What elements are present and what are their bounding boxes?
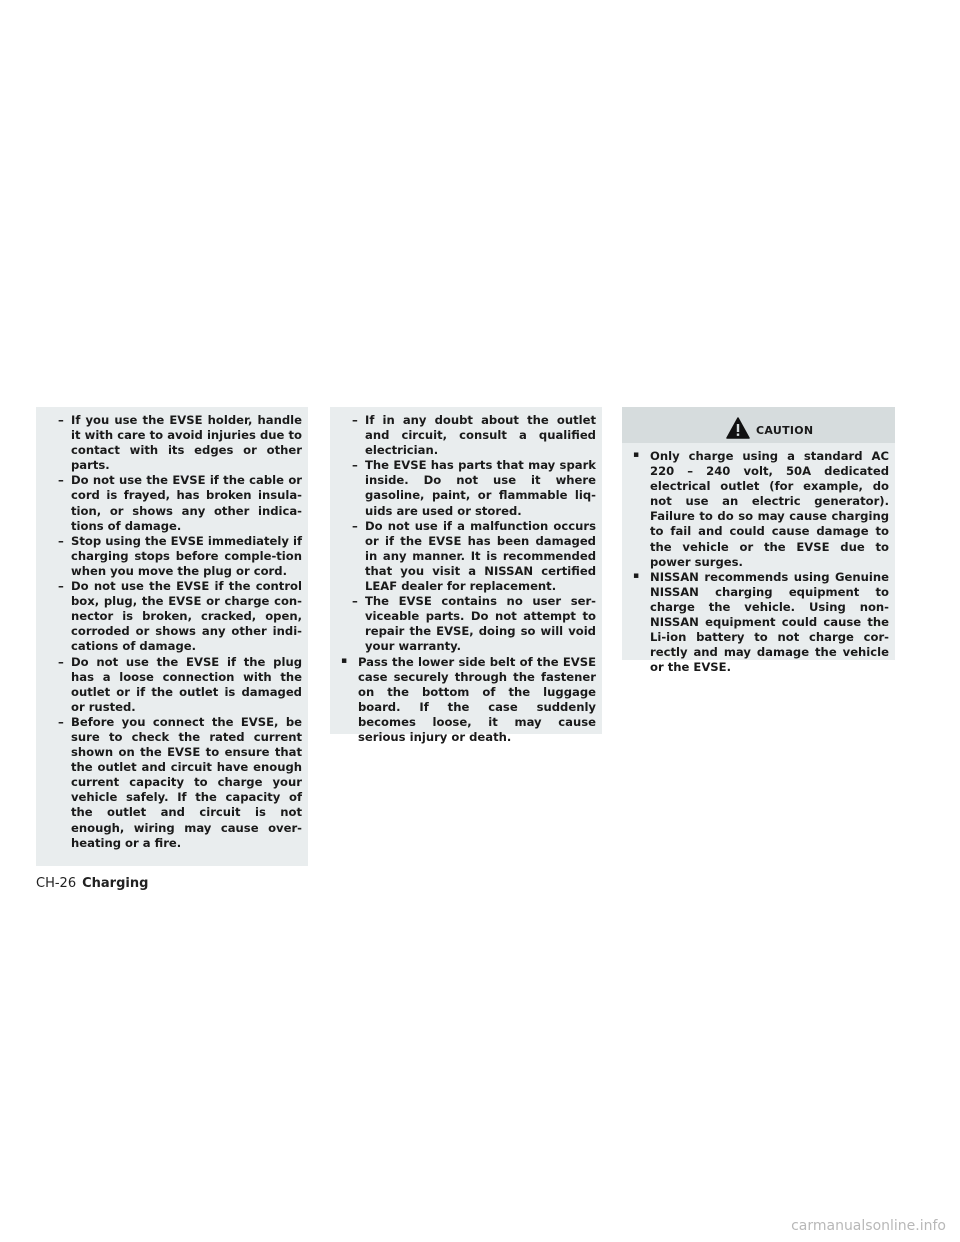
list-item: – If you use the EVSE holder, handle it with care to avoid injuries due to contact with its edges or other parts.	[44, 413, 302, 473]
warning-panel-left	[36, 407, 308, 866]
list-item: – Do not use the EVSE if the control box, plug, the EVSE or charge con-nector is broken, cracked, open, corroded or shows any other indi-cations of damage.	[44, 579, 302, 654]
list-item: – Stop using the EVSE immediately if charging stops before comple-tion when you move the plug or cord.	[44, 534, 302, 579]
warning-panel-middle	[330, 407, 602, 744]
list-item: – Before you connect the EVSE, be sure to check the rated current shown on the EVSE to ensure that the outlet and circuit have enough current capacity to charge your vehicle safely. If the capacity of the outlet and circuit is not enough, wiring may cause over-heating or a fire.	[44, 715, 302, 851]
list-item: ▪ Pass the lower side belt of the EVSE case securely through the fastener on the bottom of the luggage board. If the case suddenly becomes loose, it may cause serious injury or death.	[338, 655, 596, 746]
dash-list	[338, 413, 596, 655]
dash-list	[44, 413, 302, 851]
list-item: – The EVSE has parts that may spark inside. Do not use it where gasoline, paint, or flammable liq-uids are used or stored.	[338, 458, 596, 518]
list-item: – Do not use if a malfunction occurs or if the EVSE has been damaged in any manner. It is recommended that you visit a NISSAN certified LEAF dealer for replacement.	[338, 519, 596, 594]
page-footer	[36, 876, 148, 891]
bullet-list	[338, 655, 596, 746]
list-item: – If in any doubt about the outlet and circuit, consult a qualified electrician.	[338, 413, 596, 458]
page-number: CH-26	[36, 876, 77, 891]
list-item: – Do not use the EVSE if the cable or cord is frayed, has broken insula-tion, or shows any other indica-tions of damage.	[44, 473, 302, 533]
list-item: – Do not use the EVSE if the plug has a loose connection with the outlet or if the outlet is damaged or rusted.	[44, 655, 302, 715]
list-item: ▪ Only charge using a standard AC 220 – 240 volt, 50A dedicated electrical outlet (for example, do not use an electric generator). Failure to do so may cause charging to fail and could cause damage to the vehicle or the EVSE due to power surges.	[630, 449, 889, 570]
list-item: – The EVSE contains no user ser-viceable parts. Do not attempt to repair the EVSE, doing so will void your warranty.	[338, 594, 596, 654]
section-title: Charging	[82, 876, 149, 891]
caution-header	[622, 407, 895, 443]
list-item: ▪ NISSAN recommends using Genuine NISSAN charging equipment to charge the vehicle. Using non-NISSAN equipment could cause the Li-ion battery to not charge cor-rectly and may damage the vehicle or the EVSE.	[630, 570, 889, 676]
bullet-list	[630, 449, 889, 675]
warning-triangle-icon	[726, 417, 750, 439]
watermark: carmanualsonline.info	[791, 1218, 946, 1234]
caution-title: CAUTION	[756, 424, 814, 437]
caution-panel	[622, 407, 895, 675]
